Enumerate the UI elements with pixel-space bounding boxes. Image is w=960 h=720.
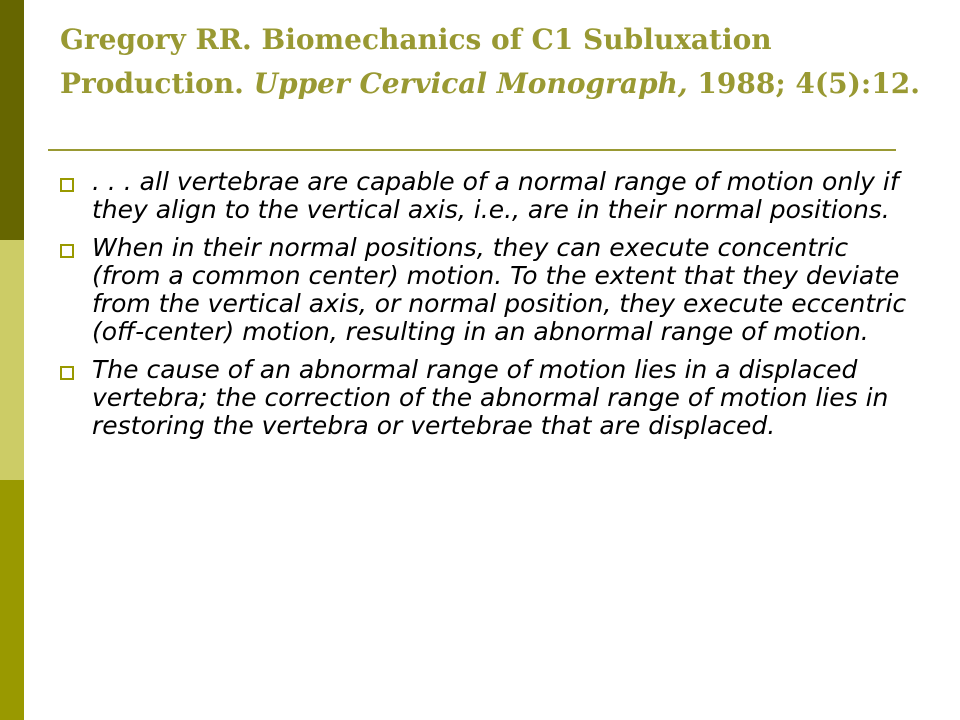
- slide-title: [60, 18, 920, 106]
- bullet-list: [58, 168, 908, 450]
- title-citation-details: 1988; 4(5):12.: [687, 67, 920, 100]
- bullet-text-2: When in their normal positions, they can execute concentric (from a common center) motion. To the extent that they deviate from the vertical axis, or normal position, they execute eccentric (off-center) motion, resulting in an abnormal range of motion.: [92, 233, 907, 346]
- bullet-item-2: [58, 234, 908, 346]
- hollow-square-bullet-icon: [60, 178, 74, 192]
- hollow-square-bullet-icon: [60, 244, 74, 258]
- accent-bar-top: [0, 0, 24, 240]
- title-divider: [48, 149, 896, 151]
- bullet-text-3: The cause of an abnormal range of motion lies in a displaced vertebra; the correction of the abnormal range of motion lies in restoring the vertebra or vertebrae that are displaced.: [92, 355, 889, 440]
- accent-bar-middle: [0, 240, 24, 480]
- title-journal-name: Upper Cervical Monograph,: [253, 67, 688, 100]
- bullet-item-1: [58, 168, 908, 224]
- bullet-item-3: [58, 356, 908, 440]
- accent-bar-bottom: [0, 480, 24, 720]
- bullet-text-1: . . . all vertebrae are capable of a normal range of motion only if they align to the vertical axis, i.e., are in their normal positions.: [92, 167, 899, 224]
- hollow-square-bullet-icon: [60, 366, 74, 380]
- title-citation-authors: Gregory RR. Biomechanics of C1 Subluxation Production.: [60, 23, 772, 100]
